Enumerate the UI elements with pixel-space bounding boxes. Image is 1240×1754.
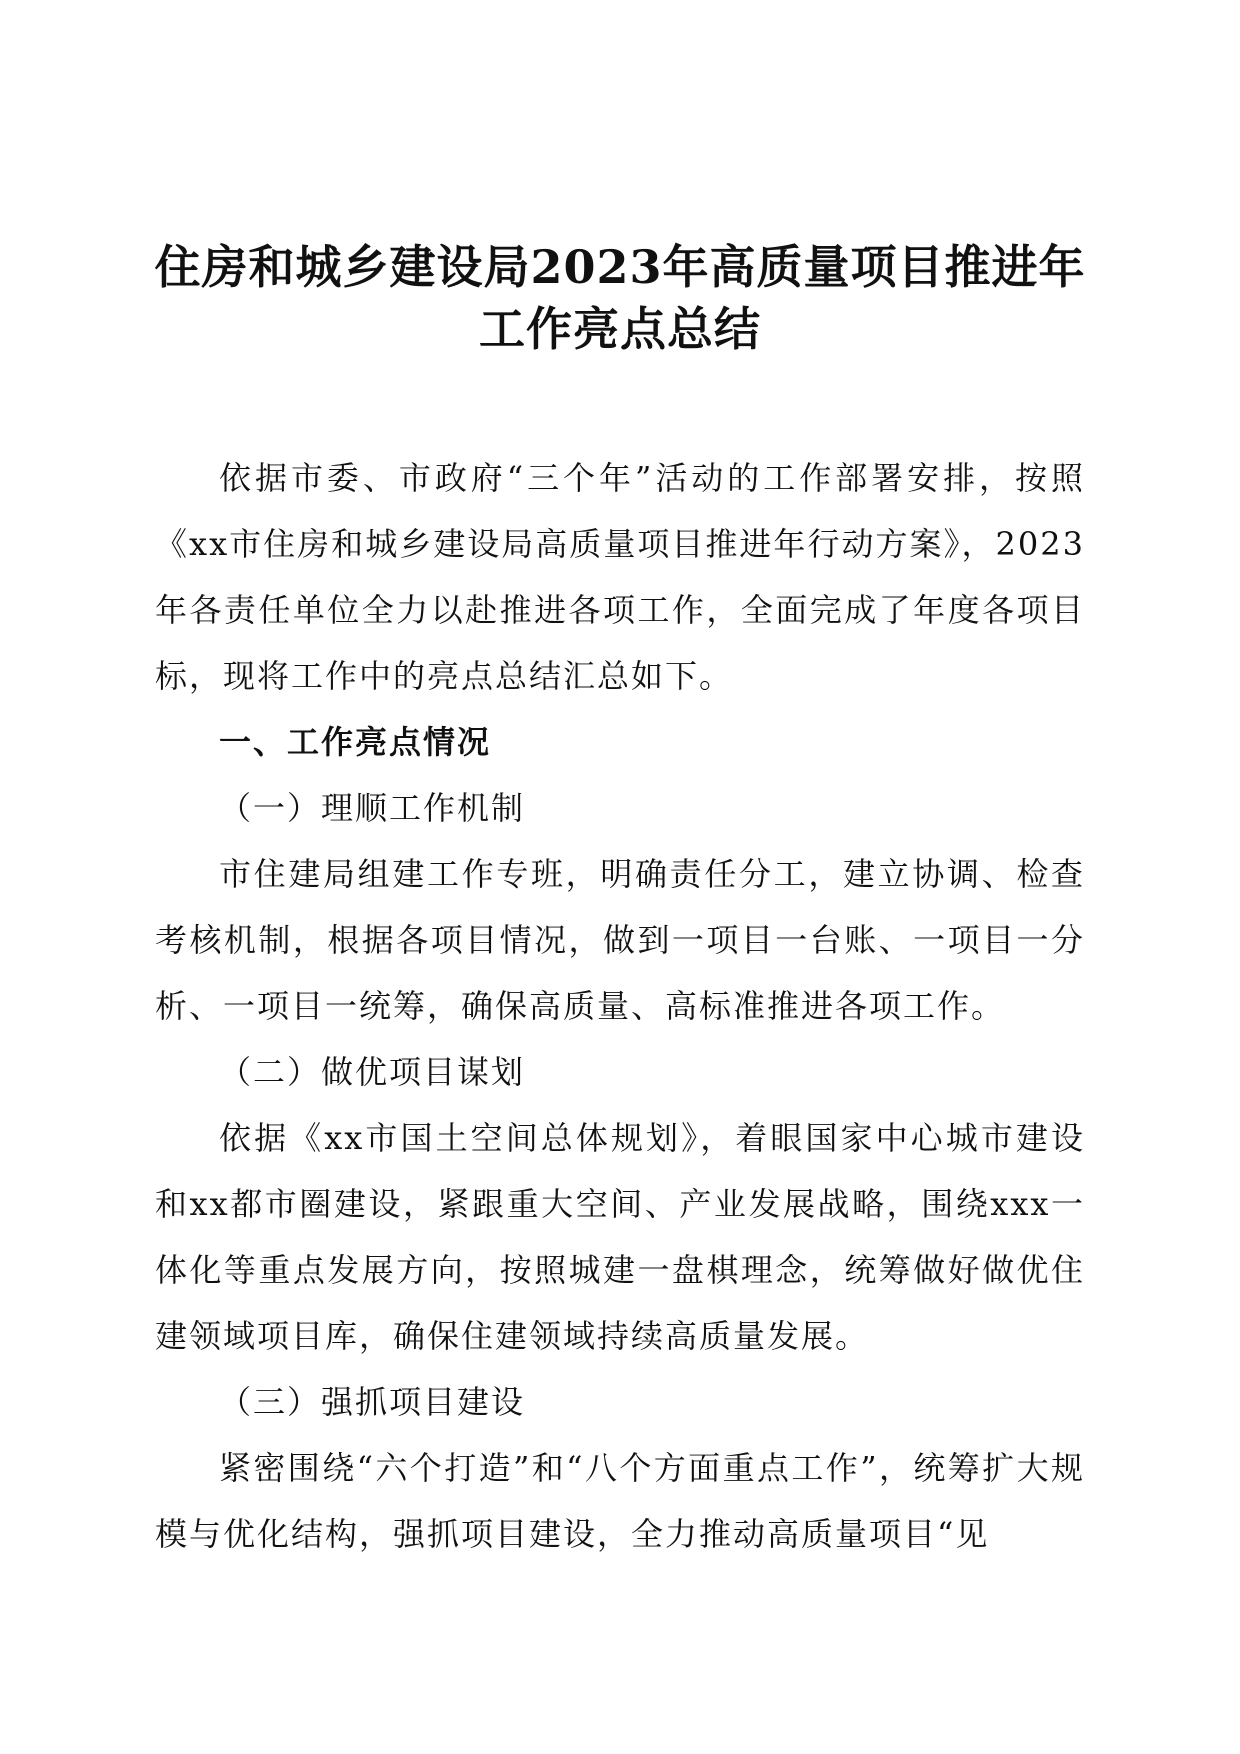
subsection-heading-construction: （三）强抓项目建设 — [219, 1383, 526, 1421]
mechanism-paragraph: 市住建局组建工作专班，明确责任分工，建立协调、检查考核机制，根据各项目情况，做到一项目一台账、一项目一分析、一项目一统筹，确保高质量、高标准推进各项工作。 — [155, 855, 1085, 1025]
document-title — [120, 236, 1120, 360]
title-line-2: 工作亮点总结 — [479, 302, 761, 356]
intro-paragraph: 依据市委、市政府“三个年”活动的工作部署安排，按照《xx市住房和城乡建设局高质量项目推进年行动方案》，2023年各责任单位全力以赴推进各项工作，全面完成了年度各项目标，现将工作中的亮点总结汇总如下。 — [155, 459, 1085, 695]
title-line-1: 住房和城乡建设局2023年高质量项目推进年 — [154, 240, 1086, 294]
subsection-heading-planning: （二）做优项目谋划 — [219, 1053, 526, 1091]
construction-paragraph: 紧密围绕“六个打造”和“八个方面重点工作”，统筹扩大规模与优化结构，强抓项目建设，全力推动高质量项目“见 — [155, 1449, 1085, 1553]
planning-paragraph: 依据《xx市国土空间总体规划》，着眼国家中心城市建设和xx都市圈建设，紧跟重大空间、产业发展战略，围绕xxx一体化等重点发展方向，按照城建一盘棋理念，统筹做好做优住建领域项目库，确保住建领域持续高质量发展。 — [155, 1119, 1085, 1355]
document-body — [155, 445, 1085, 1567]
section-heading-highlights: 一、工作亮点情况 — [219, 723, 492, 761]
subsection-heading-mechanism: （一）理顺工作机制 — [219, 789, 526, 827]
